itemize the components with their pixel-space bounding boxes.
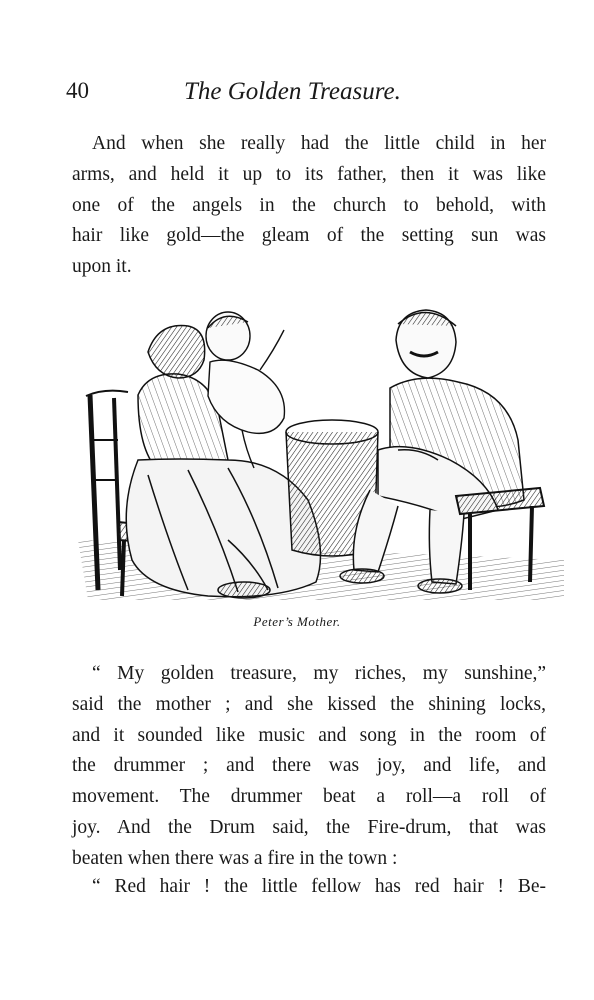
paragraph-1 xyxy=(72,129,546,283)
text-line: and it sounded like music and song in the room of xyxy=(72,724,546,746)
text-line: beaten when there was a fire in the town : xyxy=(72,847,398,869)
text-line: “ Red hair ! the little fellow has red hair ! Be- xyxy=(92,876,546,897)
text-line: the drummer ; and there was joy, and life, and xyxy=(72,755,546,777)
illustration-caption: Peter’s Mother. xyxy=(253,614,341,629)
text-line: And when she really had the little child in her xyxy=(92,133,546,154)
text-line: joy. And the Drum said, the Fire-drum, that was xyxy=(72,816,546,838)
engraving-illustration xyxy=(78,300,564,608)
text-line: said the mother ; and she kissed the shining locks, xyxy=(72,693,546,715)
text-line: upon it. xyxy=(72,256,132,278)
text-line: movement. The drummer beat a roll—a roll of xyxy=(72,786,546,808)
running-title: The Golden Treasure. xyxy=(184,78,401,105)
page-header xyxy=(66,78,536,112)
text-line: one of the angels in the church to behold, with xyxy=(72,194,546,216)
paragraph-3 xyxy=(72,872,546,903)
text-line: hair like gold—the gleam of the setting sun was xyxy=(72,225,546,247)
page-number: 40 xyxy=(66,78,89,103)
text-line: “ My golden treasure, my riches, my sunshine,” xyxy=(92,663,546,684)
text-line: arms, and held it up to its father, then it was like xyxy=(72,163,546,185)
paragraph-2 xyxy=(72,659,546,875)
